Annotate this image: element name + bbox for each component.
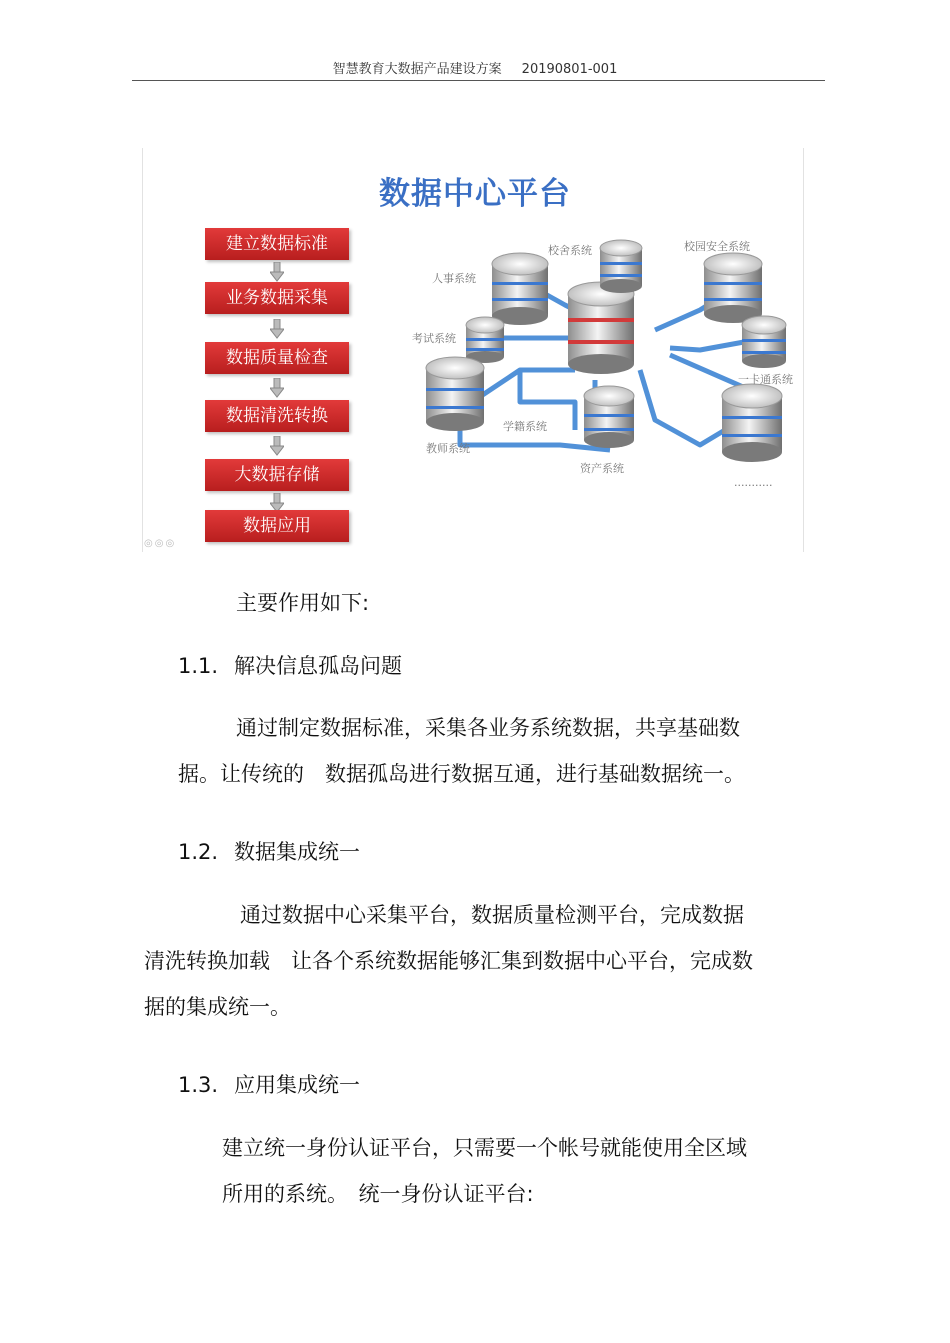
- label-dorm: 校舍系统: [548, 244, 592, 257]
- header-title: 智慧教育大数据产品建设方案: [332, 62, 502, 77]
- step-6: 数据应用: [205, 510, 349, 542]
- section-2-line-2: 清洗转换加载 让各个系统数据能够汇集到数据中心平台，完成数: [144, 949, 753, 973]
- section-1-heading: [178, 654, 402, 678]
- header-rule: [132, 80, 825, 81]
- step-3: 数据质量检查: [205, 342, 349, 374]
- section-2-title: 数据集成统一: [234, 840, 360, 864]
- section-1-line-2: 据。让传统的 数据孤岛进行数据互通，进行基础数据统一。: [178, 762, 745, 786]
- section-2-heading: [178, 840, 360, 864]
- section-1-number: 1.1.: [178, 654, 219, 678]
- label-teacher: 教师系统: [426, 442, 470, 455]
- section-3-heading: [178, 1073, 360, 1097]
- label-personnel: 人事系统: [432, 272, 476, 285]
- section-1-title: 解决信息孤岛问题: [234, 654, 402, 678]
- section-3-line-2: 所用的系统。 统一身份认证平台:: [222, 1182, 534, 1206]
- section-1-line-1: 通过制定数据标准，采集各业务系统数据，共享基础数: [236, 716, 740, 740]
- label-asset: 资产系统: [580, 462, 624, 475]
- section-3-title: 应用集成统一: [234, 1073, 360, 1097]
- header-code: 20190801-001: [521, 62, 618, 77]
- down-arrow-icon: [270, 319, 284, 339]
- section-2-number: 1.2.: [178, 840, 219, 864]
- section-2-line-3: 据的集成统一。: [144, 995, 291, 1019]
- label-exam: 考试系统: [412, 332, 456, 345]
- page-header: [0, 58, 950, 77]
- section-2-line-1: 通过数据中心采集平台，数据质量检测平台，完成数据: [240, 903, 744, 927]
- step-4: 数据清洗转换: [205, 400, 349, 432]
- down-arrow-icon: [270, 262, 284, 282]
- label-security: 校园安全系统: [684, 240, 750, 253]
- down-arrow-icon: [270, 378, 284, 398]
- label-more: ...........: [734, 476, 773, 489]
- database-icons: [426, 240, 786, 462]
- intro-text: 主要作用如下:: [236, 591, 370, 615]
- label-card: 一卡通系统: [738, 373, 793, 386]
- down-arrow-icon: [270, 436, 284, 456]
- figure-title: 数据中心平台: [379, 176, 571, 212]
- step-2: 业务数据采集: [205, 282, 349, 314]
- database-network-diagram: [400, 230, 800, 500]
- label-status: 学籍系统: [503, 420, 547, 433]
- zoom-controls-icon: ◎◎◎: [144, 538, 177, 549]
- step-5: 大数据存储: [205, 459, 349, 491]
- step-1: 建立数据标准: [205, 228, 349, 260]
- section-3-number: 1.3.: [178, 1073, 219, 1097]
- section-3-line-1: 建立统一身份认证平台，只需要一个帐号就能使用全区域: [222, 1136, 747, 1160]
